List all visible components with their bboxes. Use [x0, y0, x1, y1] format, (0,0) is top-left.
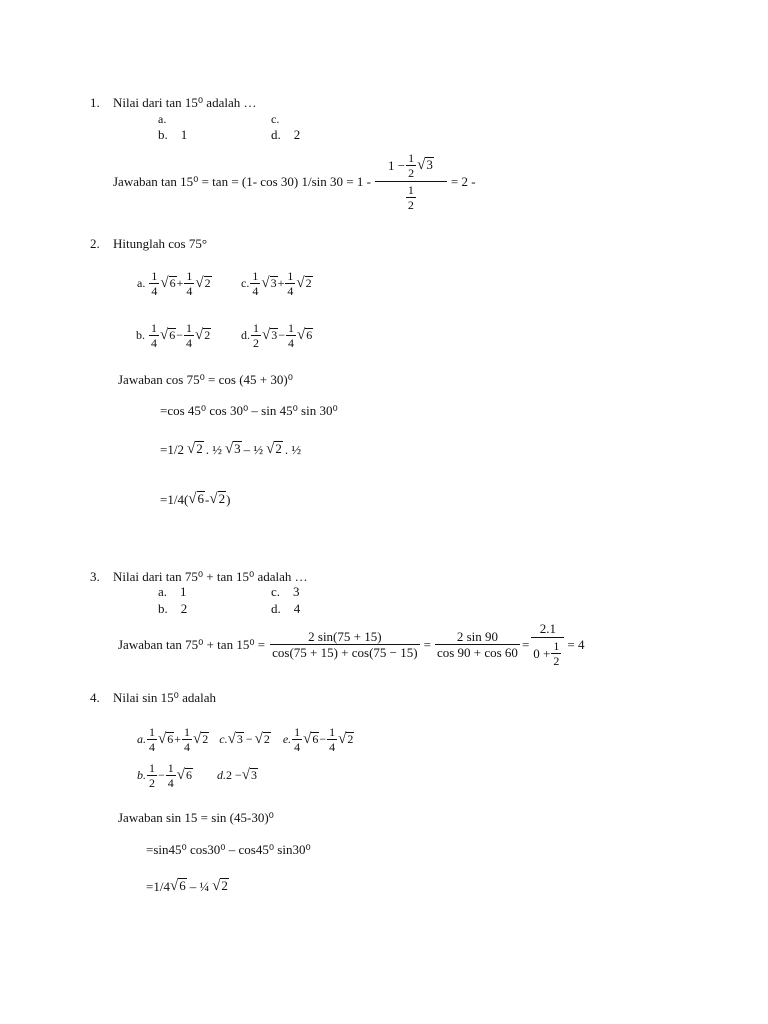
q1-number: 1. — [90, 95, 100, 110]
q2-question: Hitunglah cos 75° — [113, 236, 208, 251]
q3-fraction-2: $\frac{2 \sin 90}{\cos 90 + \cos 60}$ — [436, 628, 518, 660]
q1-option-b — [158, 128, 187, 141]
q3-answer-prefix: Jawaban tan 75⁰ + tan 15⁰ = — [118, 636, 266, 652]
q4-options-row2: b. $\frac{1}{2}$ − $\frac{1}{4}$ √ 6 d. 2 − √ 3 — [137, 760, 258, 790]
q1-numerator-lead: 1 − — [387, 157, 406, 173]
q1-den-half: $\frac{1}{2}$ — [407, 182, 414, 212]
q2-answer-line3: =1/2 √ 2 . ½ √ 3 – ½ √ 2 . ½ — [160, 440, 302, 457]
q1-option-b-value: 1 — [180, 127, 188, 142]
q4-answer-line1: Jawaban sin 15 = sin (45-30)⁰ — [118, 810, 274, 825]
q3-option-c: c. 3 — [271, 584, 300, 599]
q1-answer — [113, 146, 476, 216]
q2-answer-line4: =1/4( √ 6 - √ 2 ) — [160, 490, 231, 507]
q1-option-a: a. — [158, 112, 167, 126]
q4-option-c: c. — [219, 732, 228, 746]
q3-option-d: d. 4 — [271, 601, 301, 616]
q1-half-fraction — [406, 152, 416, 179]
q4-answer-line3: =1/4 √ 6 – ¼ √ 2 — [146, 877, 228, 894]
q1-answer-prefix: Jawaban tan 15⁰ = tan = (1- cos 30) 1/sin 30 = 1 - — [113, 173, 371, 189]
q3-fraction-1: $\frac{2 \sin(75 + 15)}{\cos(75 + 15) + \cos(75 - 15)}$ — [272, 628, 418, 660]
q2-option-d: d. $\frac{1}{2}$ √ 3 − $\frac{1}{4}$ √ 6 — [241, 320, 313, 350]
q1-sqrt3: √ 3 — [417, 156, 433, 173]
q4-question: Nilai sin 15⁰ adalah — [113, 690, 217, 705]
q2-option-a: a. $\frac{1}{4}$ √ 6 + $\frac{1}{4}$ √ 2 — [137, 268, 211, 298]
q2-answer-line2: =cos 45⁰ cos 30⁰ – sin 45⁰ sin 30⁰ — [160, 403, 338, 418]
q4-number: 4. — [90, 690, 100, 705]
q1-question: Nilai dari tan 15⁰ adalah … — [113, 95, 257, 110]
q3-answer: Jawaban tan 75⁰ + tan 15⁰ = $\frac{2 \sin(75 + 15)}{\cos(75 + 15) + \cos(75 - 15)}$ = $\frac{2 \sin 90}{\cos 90 + \cos 60}$ = 2.1 0 + $\frac{1}{2}$ = 4 — [118, 620, 585, 668]
q4-option-e: e. — [282, 732, 292, 746]
q1-option-b-label: b. — [158, 127, 168, 142]
q4-answer-line2: =sin45⁰ cos30⁰ – cos45⁰ sin30⁰ — [146, 842, 311, 857]
q1-answer-fraction — [375, 152, 447, 211]
q1-answer-suffix: = 2 - — [450, 173, 476, 189]
q1-option-d-value: 2 — [293, 127, 301, 142]
q1-fraction-numerator — [384, 152, 438, 181]
q2-option-b: b. $\frac{1}{4}$ √ 6 − $\frac{1}{4}$ √ 2 — [136, 320, 211, 350]
q4-option-a: a. — [137, 732, 146, 746]
q1-half-num: 1 — [408, 150, 415, 165]
q2-number: 2. — [90, 236, 100, 251]
q4-option-d: d. — [217, 768, 227, 782]
q3-option-b: b. 2 — [158, 601, 188, 616]
q2-answer-line1: Jawaban cos 75⁰ = cos (45 + 30)⁰ — [118, 372, 293, 387]
q3-fraction-3: 2.1 0 + $\frac{1}{2}$ — [531, 622, 564, 667]
q4-option-b: b. — [137, 768, 146, 782]
q2-option-c: c. $\frac{1}{4}$ √ 3 + $\frac{1}{4}$ √ 2 — [241, 268, 312, 298]
q1-fraction-denominator — [375, 181, 447, 211]
q1-option-c: c. — [271, 112, 280, 126]
q1-option-d — [271, 128, 300, 141]
q1-half-den: 2 — [408, 165, 415, 180]
q4-options-row1: a. $\frac{1}{4}$ √ 6 + $\frac{1}{4}$ √ 2 c. √ 3 − √ 2 e. $\frac{1}{4}$ √ 6 − $\frac{1}{4}$ √ 2 — [137, 724, 354, 754]
q1-option-d-label: d. — [271, 127, 281, 142]
q3-question: Nilai dari tan 75⁰ + tan 15⁰ adalah … — [113, 569, 308, 584]
q3-option-a: a. 1 — [158, 584, 187, 599]
q3-number: 3. — [90, 569, 100, 584]
